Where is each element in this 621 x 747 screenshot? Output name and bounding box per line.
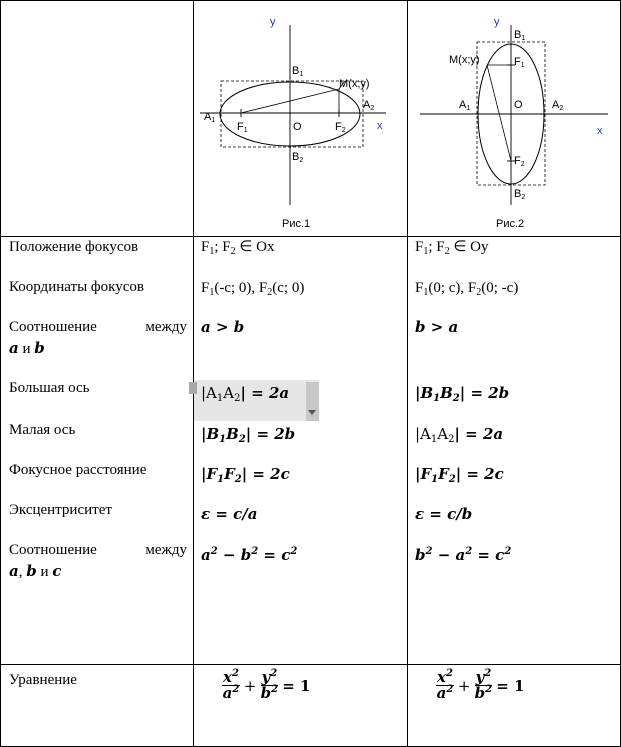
equation-dropdown-toggle[interactable] bbox=[306, 382, 319, 421]
foci-position-vertical: $F_1$; $F_2$ ∈ Oy bbox=[415, 239, 489, 257]
eccentricity-horizontal: ε = c/a bbox=[201, 505, 258, 523]
row-label-foci-coordinates: Координаты фокусов bbox=[9, 279, 144, 295]
minor-axis-horizontal: $|B_1B_2| = 2b$ bbox=[201, 425, 296, 445]
ab-relation-vertical: b > a bbox=[415, 318, 459, 336]
fig2-f1-label: F1 bbox=[514, 56, 525, 69]
figure-1-horizontal-ellipse bbox=[194, 1, 406, 235]
major-axis-vertical: $|B_1B_2| = 2b$ bbox=[415, 384, 510, 404]
fig2-radius-f2-m bbox=[487, 65, 511, 161]
fig2-b2-label: B2 bbox=[514, 188, 526, 201]
fig2-origin-label: O bbox=[514, 99, 523, 111]
fig2-b1-label: B1 bbox=[514, 29, 526, 42]
row-label-minor-axis: Малая ось bbox=[9, 422, 76, 438]
row-label-equation: Уравнение bbox=[9, 672, 77, 688]
row-label-ab-relation-line2: a и b bbox=[9, 339, 45, 357]
fig2-y-label: y bbox=[494, 16, 500, 28]
row-label-ab-relation-line1: Соотношение между bbox=[9, 319, 187, 335]
fig1-b1-label: B1 bbox=[292, 65, 304, 78]
row-label-foci-position: Положение фокусов bbox=[9, 239, 139, 255]
fig1-a1-label: A1 bbox=[204, 111, 216, 124]
eccentricity-vertical: ε = c/b bbox=[415, 505, 473, 523]
table-border-left bbox=[0, 0, 1, 747]
focal-distance-vertical: $|F_1F_2| = 2c$ bbox=[415, 465, 504, 485]
foci-coordinates-vertical: $F_1(0$; c), $F_2(0$; -c) bbox=[415, 280, 519, 298]
fig1-f1-label: F1 bbox=[237, 121, 248, 134]
fig1-f2-label: F2 bbox=[335, 121, 346, 134]
fig2-a2-label: A2 bbox=[552, 99, 564, 112]
fig2-a1-label: A1 bbox=[459, 99, 471, 112]
figure-2-vertical-ellipse bbox=[408, 1, 620, 235]
abc-relation-vertical: $b^2 - a^2 = c^2$ bbox=[415, 546, 512, 564]
fig2-m-label: M(x;y) bbox=[449, 54, 480, 66]
equation-horizontal: $\frac{x^2}{a^2}$ + $\frac{y^2}{b^2}$ = 1 bbox=[222, 668, 311, 702]
row-label-focal-distance: Фокусное расстояние bbox=[9, 462, 147, 478]
fraction-y-over-b: $\frac{y^2}{b^2}$ bbox=[260, 668, 279, 702]
table-divider-header bbox=[0, 236, 621, 237]
fig1-origin-label: O bbox=[293, 121, 302, 133]
row-label-major-axis: Большая ось bbox=[9, 380, 90, 396]
foci-position-horizontal: $F_1$; $F_2$ ∈ Ox bbox=[201, 239, 275, 257]
fig1-m-label: M(x;y) bbox=[339, 78, 370, 90]
major-axis-horizontal[interactable]: $|A_1A_2| = 2a$ bbox=[201, 384, 290, 404]
fig1-a2-label: A2 bbox=[363, 99, 375, 112]
fig2-x-label: x bbox=[597, 125, 603, 137]
figure-2-caption: Рис.2 bbox=[496, 218, 525, 230]
chevron-down-icon bbox=[308, 410, 316, 415]
equation-drag-handle[interactable] bbox=[189, 382, 197, 394]
fig1-x-label: x bbox=[377, 120, 383, 132]
row-label-eccentricity: Эксцентриситет bbox=[9, 502, 112, 518]
equation-vertical: $\frac{x^2}{a^2}$ + $\frac{y^2}{b^2}$ = 1 bbox=[436, 668, 525, 702]
minor-axis-vertical: $|A_1A_2| = 2a$ bbox=[415, 425, 504, 445]
focal-distance-horizontal: $|F_1F_2| = 2c$ bbox=[201, 465, 290, 485]
fraction-x-over-a: $\frac{x^2}{a^2}$ bbox=[436, 668, 454, 702]
fig2-f2-label: F2 bbox=[514, 155, 525, 168]
foci-coordinates-horizontal: $F_1(-c$; 0), $F_2(c$; 0) bbox=[201, 280, 305, 298]
fraction-y-over-b: $\frac{y^2}{b^2}$ bbox=[474, 668, 493, 702]
row-label-abc-relation-line1: Соотношение между bbox=[9, 542, 187, 558]
abc-relation-horizontal: $a^2 - b^2 = c^2$ bbox=[201, 546, 298, 564]
ab-relation-horizontal: a > b bbox=[201, 318, 245, 336]
figure-1-caption: Рис.1 bbox=[282, 218, 311, 230]
fraction-x-over-a: $\frac{x^2}{a^2}$ bbox=[222, 668, 240, 702]
fig1-y-label: y bbox=[270, 16, 276, 28]
table-divider-equation bbox=[0, 664, 621, 665]
fig1-b2-label: B2 bbox=[292, 151, 304, 164]
row-label-abc-relation-line2: a, b и c bbox=[9, 562, 62, 580]
